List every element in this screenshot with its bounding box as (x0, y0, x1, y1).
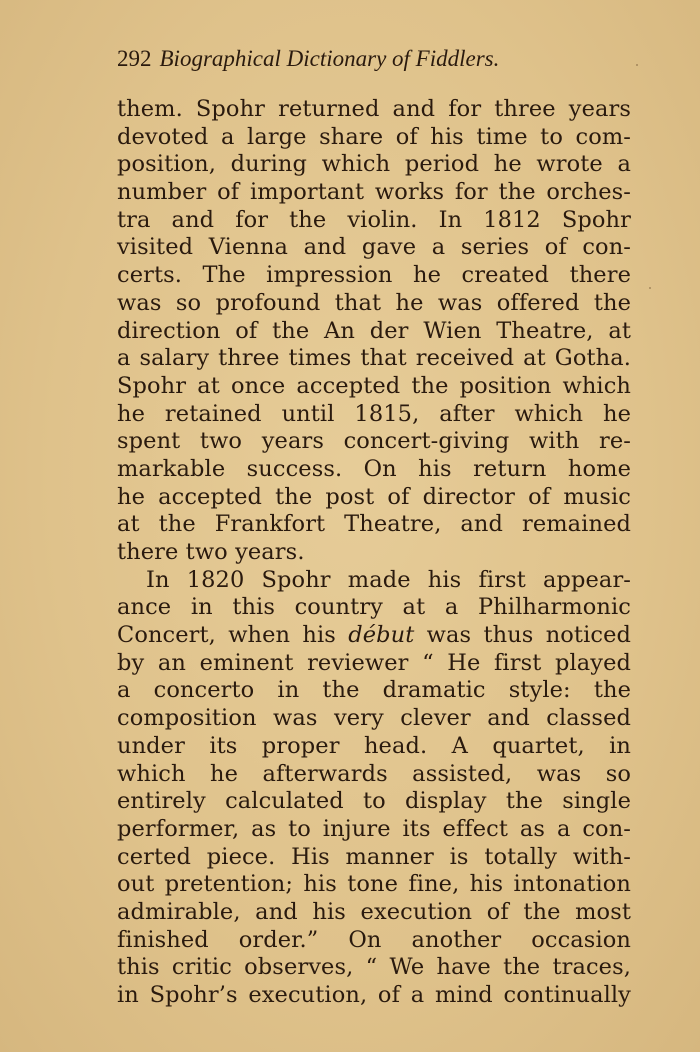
text-line: he accepted the post of director of music (117, 483, 631, 510)
text-line: certed piece. His manner is totally with- (117, 843, 631, 870)
text-line: certs. The impression he created there (117, 262, 631, 289)
text-line: a salary three times that received at Gotha. (117, 345, 631, 372)
text-line: composition was very clever and classed (117, 705, 631, 732)
text-segment: Concert, when his (117, 622, 349, 649)
text-line: number of important works for the orches- (117, 179, 631, 206)
text-line: performer, as to injure its effect as a con- (117, 815, 631, 842)
text-line: he retained until 1815, after which he (117, 400, 631, 427)
text-line: them. Spohr returned and for three years (117, 96, 631, 122)
page-number: 292 (117, 46, 152, 71)
text-line-with-italic (117, 622, 631, 650)
italic-word: début (348, 622, 415, 649)
text-line: finished order.” On another occasion (117, 926, 631, 953)
text-line: entirely calculated to display the single (117, 788, 631, 815)
text-line: which he afterwards assisted, was so (117, 760, 631, 787)
text-line: direction of the An der Wien Theatre, at (117, 317, 631, 344)
text-line: a concerto in the dramatic style: the (117, 677, 631, 704)
text-line: at the Frankfort Theatre, and remained (117, 511, 631, 538)
text-segment: was thus noticed (414, 622, 631, 649)
text-line: this critic observes, “ We have the traces, (117, 954, 631, 981)
text-line: in Spohr’s execution, of a mind continually (117, 982, 631, 1008)
body-text (117, 96, 631, 1010)
text-line: devoted a large share of his time to com- (117, 123, 631, 150)
running-head (117, 44, 617, 74)
text-line: markable success. On his return home (117, 455, 631, 482)
text-line: admirable, and his execution of the most (117, 898, 631, 925)
text-line: by an eminent reviewer “ He first played (117, 649, 631, 676)
text-line: under its proper head. A quartet, in (117, 732, 631, 759)
text-line: spent two years concert-giving with re- (117, 428, 631, 455)
paper-speck (636, 64, 638, 66)
running-head-title: Biographical Dictionary of Fiddlers. (159, 46, 500, 71)
paragraph-first-line: In 1820 Spohr made his first appear- (146, 566, 631, 593)
text-line: Spohr at once accepted the position which (117, 372, 631, 399)
text-line: ance in this country at a Philharmonic (117, 594, 631, 621)
text-line: visited Vienna and gave a series of con- (117, 234, 631, 261)
text-line: out pretention; his tone fine, his intonation (117, 871, 631, 898)
text-line: was so profound that he was offered the (117, 289, 631, 316)
text-line: tra and for the violin. In 1812 Spohr (117, 206, 631, 233)
paragraph-end-line: there two years. (117, 539, 305, 565)
text-line: position, during which period he wrote a (117, 151, 631, 178)
paper-speck (649, 287, 651, 289)
